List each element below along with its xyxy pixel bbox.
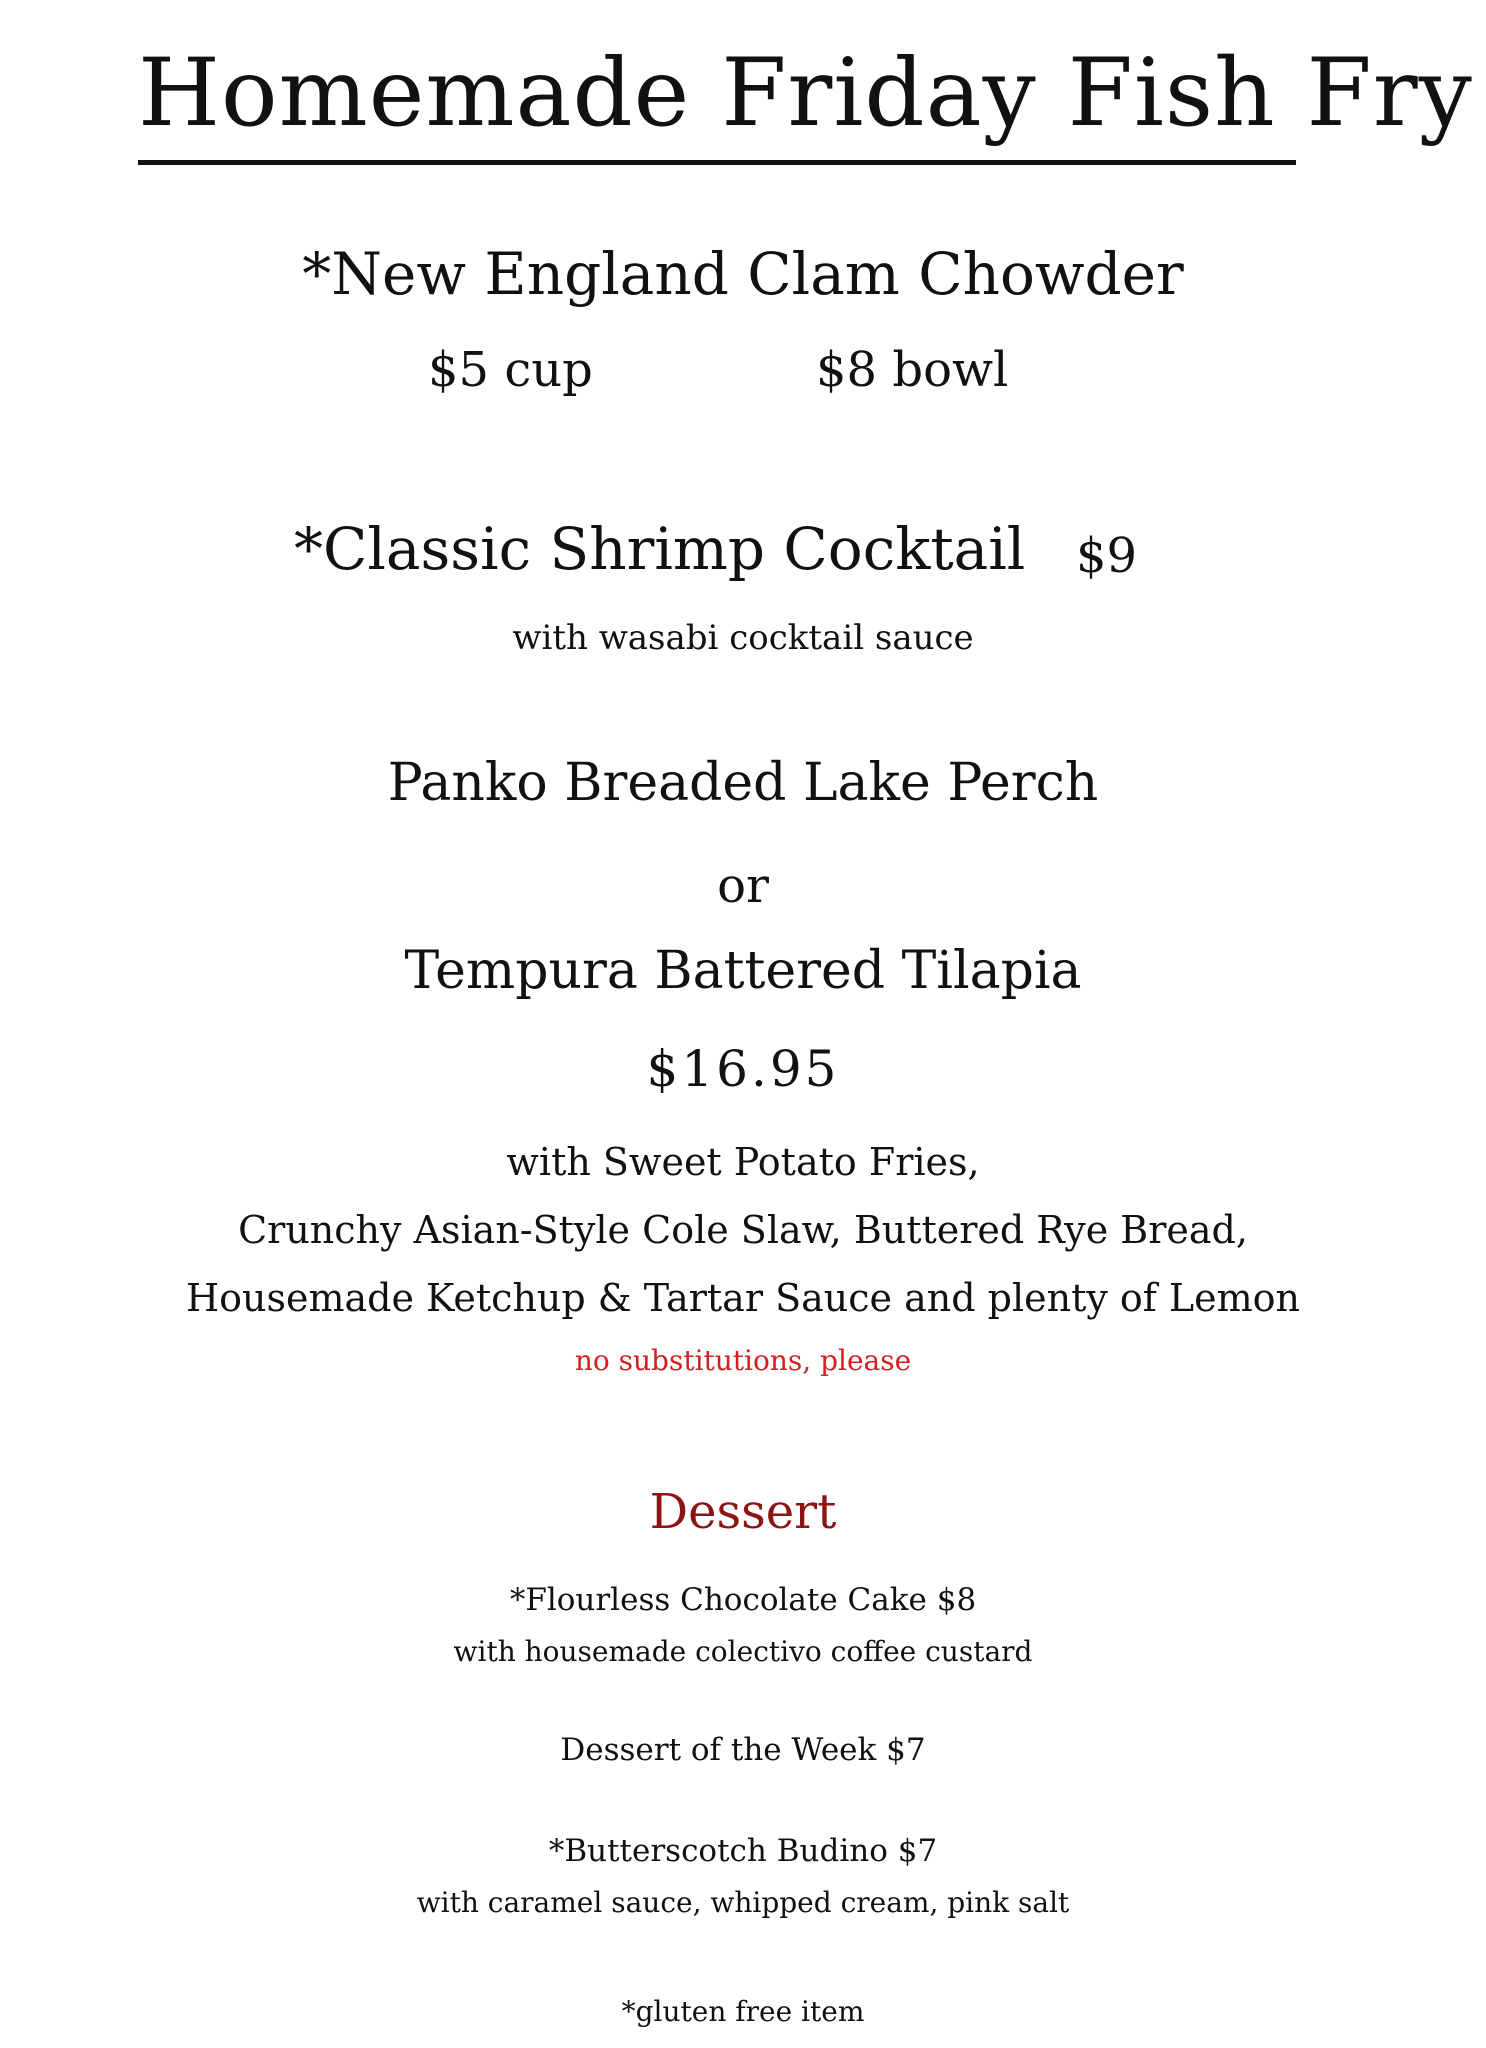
page-title: Homemade Friday Fish Fry xyxy=(138,39,1473,148)
chowder-bowl-price: $8 bowl xyxy=(816,342,1009,398)
title-underline xyxy=(138,160,1296,165)
entree-price: $16.95 xyxy=(646,1040,840,1098)
dessert-item-name: Dessert of the Week $7 xyxy=(560,1732,926,1768)
dessert-item-description: with caramel sauce, whipped cream, pink salt xyxy=(416,1886,1070,1919)
shrimp-cocktail-name: *Classic Shrimp Cocktail xyxy=(294,515,1026,583)
dessert-heading: Dessert xyxy=(649,1484,837,1540)
gluten-free-footnote: *gluten free item xyxy=(621,1995,865,2028)
entree-option-tilapia: Tempura Battered Tilapia xyxy=(404,941,1082,1001)
dessert-item-description: with housemade colectivo coffee custard xyxy=(453,1635,1033,1668)
chowder-name: *New England Clam Chowder xyxy=(302,240,1184,308)
shrimp-cocktail-price: $9 xyxy=(1076,528,1138,584)
entree-sides-line: with Sweet Potato Fries, xyxy=(506,1140,980,1184)
entree-sides-line: Housemade Ketchup & Tartar Sauce and plenty of Lemon xyxy=(185,1276,1301,1320)
dessert-item-name: *Flourless Chocolate Cake $8 xyxy=(509,1582,977,1618)
entree-option-perch: Panko Breaded Lake Perch xyxy=(387,753,1099,813)
dessert-item-name: *Butterscotch Budino $7 xyxy=(548,1833,938,1869)
no-substitutions-note: no substitutions, please xyxy=(574,1344,912,1377)
entree-or: or xyxy=(717,858,769,914)
chowder-cup-price: $5 cup xyxy=(428,342,593,398)
entree-sides-line: Crunchy Asian-Style Cole Slaw, Buttered Rye Bread, xyxy=(238,1208,1248,1252)
shrimp-cocktail-description: with wasabi cocktail sauce xyxy=(512,618,974,658)
